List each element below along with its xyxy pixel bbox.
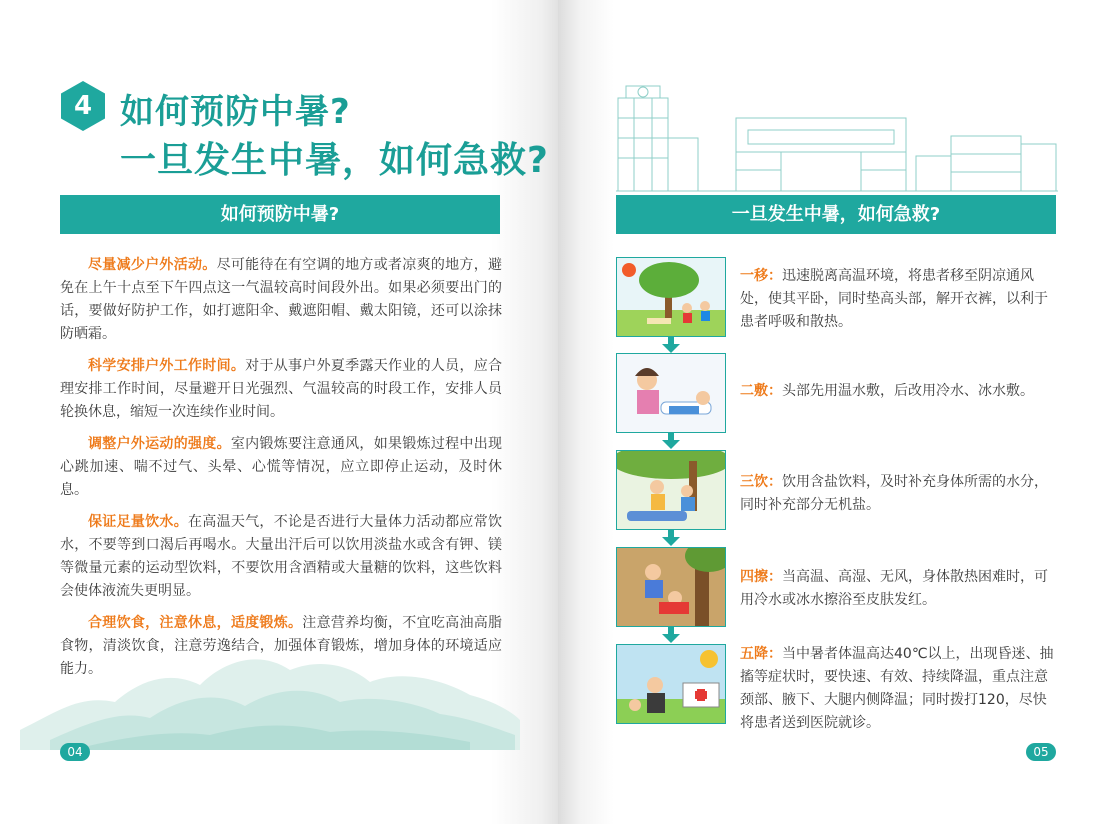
step-label: 一移： [740, 268, 782, 284]
step-2-illustration [616, 353, 726, 433]
prevention-paragraphs [60, 254, 502, 690]
chapter-number: 4 [73, 91, 93, 121]
paragraph-text: 尽可能待在有空调的地方或者凉爽的地方，避免在上午十点至下午四点这一气温较高时间段外出。如果必须要出门的话，要做好防护工作，如打遮阳伞、戴遮阳帽、戴太阳镜，还可以涂抹防晒霜。 [60, 257, 503, 342]
step-5-illustration [616, 644, 726, 724]
paragraph-highlight: 尽量减少户外活动。 [88, 257, 217, 273]
step-description: 当高温、高湿、无风，身体散热困难时，可用冷水或冰水擦浴至皮肤发红。 [740, 569, 1048, 608]
right-page [558, 0, 1117, 824]
paragraph-highlight: 调整户外运动的强度。 [88, 436, 231, 452]
paragraph [60, 254, 502, 346]
step-label: 三饮： [740, 474, 782, 490]
paragraph-text: 对于从事户外夏季露天作业的人员，应合理安排工作时间，尽量避开日光强烈、气温较高的时段工作，安排人员轮换休息，缩短一次连续作业时间。 [60, 358, 503, 420]
mountain-decoration [20, 640, 520, 750]
chapter-number-badge [60, 80, 106, 132]
arrow-down-icon [662, 530, 680, 546]
step-description: 头部先用温水敷，后改用冷水、冰水敷。 [782, 383, 1034, 399]
paragraph-highlight: 科学安排户外工作时间。 [88, 358, 246, 374]
paragraph [60, 355, 502, 424]
step-1-illustration [616, 257, 726, 337]
arrow-down-icon [662, 433, 680, 449]
step-4-text [740, 566, 1060, 612]
arrow-down-icon [662, 627, 680, 643]
paragraph-text: 注意营养均衡，不宜吃高油高脂食物，清淡饮食，注意劳逸结合，加强体育锻炼，增加身体的环境适应能力。 [60, 615, 503, 677]
step-description: 饮用含盐饮料，及时补充身体所需的水分，同时补充部分无机盐。 [740, 474, 1048, 513]
step-3-text [740, 471, 1060, 517]
paragraph-highlight: 保证足量饮水。 [88, 514, 188, 530]
step-2-text [740, 380, 1060, 403]
step-1-text [740, 265, 1060, 334]
step-label: 四擦： [740, 569, 782, 585]
step-label: 五降： [740, 646, 782, 662]
step-3-illustration [616, 450, 726, 530]
page-title-line1: 如何预防中暑? [120, 92, 351, 132]
paragraph-text: 室内锻炼要注意通风，如果锻炼过程中出现心跳加速、喘不过气、头晕、心慌等情况，应立即停止运动，及时休息。 [60, 436, 503, 498]
prevention-section-bar: 如何预防中暑? [60, 195, 500, 234]
step-description: 当中暑者体温高达40℃以上，出现昏迷、抽搐等症状时，要快速、有效、持续降温，重点注意颈部、腋下、大腿内侧降温；同时拨打120，尽快将患者送到医院就诊。 [740, 646, 1054, 731]
paragraph-highlight: 合理饮食，注意休息，适度锻炼。 [88, 615, 303, 631]
step-description: 迅速脱离高温环境，将患者移至阴凉通风处，使其平卧，同时垫高头部，解开衣裤，以利于患者呼吸和散热。 [740, 268, 1048, 330]
campus-skyline-illustration [616, 78, 1058, 193]
step-4-illustration [616, 547, 726, 627]
page-number: 05 [1026, 743, 1056, 761]
paragraph [60, 511, 502, 603]
arrow-down-icon [662, 337, 680, 353]
left-page [0, 0, 558, 824]
first-aid-section-bar: 一旦发生中暑，如何急救? [616, 195, 1056, 234]
paragraph-text: 在高温天气，不论是否进行大量体力活动都应常饮水，不要等到口渴后再喝水。大量出汗后可以饮用淡盐水或含有钾、镁等微量元素的运动型饮料，不要饮用含酒精或大量糖的饮料，这些饮料会使体液流失更明显。 [60, 514, 502, 599]
step-5-text [740, 643, 1060, 735]
page-title-line2: 一旦发生中暑，如何急救? [120, 140, 549, 181]
step-label: 二敷： [740, 383, 782, 399]
paragraph [60, 433, 502, 502]
page-number: 04 [60, 743, 90, 761]
